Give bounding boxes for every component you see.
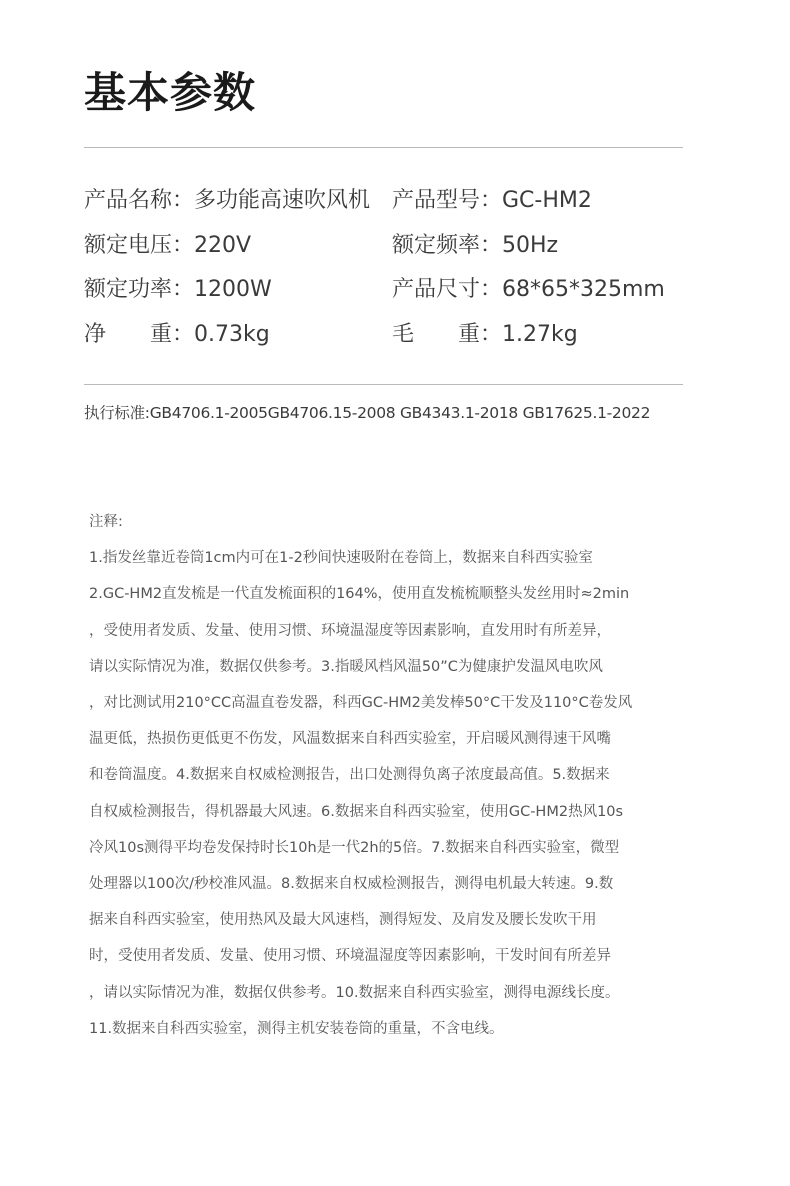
note-line: 和卷筒温度。4.数据来自权威检测报告，出口处测得负离子浓度最高值。5.数据来 [89, 767, 610, 784]
note-line: 2.GC-HM2直发梳是一代直发梳面积的164%，使用直发梳梳顺整头发丝用时≈2min [89, 586, 630, 603]
notes-heading: 注释: [89, 514, 123, 530]
note-line: 请以实际情况为准，数据仅供参考。3.指暖风档风温50”C为健康护发温风电吹风 [89, 658, 603, 675]
execution-standard: 执行标准:GB4706.1-2005GB4706.15-2008 GB4343.1-2018 GB17625.1-2022 [84, 404, 651, 422]
spec-rated-frequency: 额定频率：50Hz [392, 232, 559, 258]
spec-product-size: 产品尺寸：68*65*325mm [392, 277, 665, 303]
note-line: 处理器以100次/秒校准风温。8.数据来自权威检测报告，测得电机最大转速。9.数 [89, 876, 614, 893]
spec-product-name: 产品名称：多功能高速吹风机 [84, 188, 371, 213]
notes-section [89, 504, 685, 1047]
spec-net-weight: 净 重：0.73kg [84, 322, 270, 348]
spec-row [84, 183, 704, 228]
note-line: ，受使用者发质、发量、使用习惯、环境温湿度等因素影响，直发用时有所差异， [89, 622, 611, 639]
spec-row [84, 228, 704, 273]
note-line: ，请以实际情况为准，数据仅供参考。10.数据来自科西实验室，测得电源线长度。 [89, 984, 620, 1001]
note-line: 时，受使用者发质、发量、使用习惯、环境温湿度等因素影响，干发时间有所差异 [89, 948, 611, 965]
note-line: 1.指发丝靠近卷筒1cm内可在1-2秒间快速吸附在卷筒上，数据来自科西实验室 [89, 550, 593, 567]
page-title: 基本参数 [84, 68, 257, 117]
note-line: ，对比测试用210°CC高温直卷发器，科西GC-HM2美发棒50°C干发及110°C卷发风 [89, 695, 633, 712]
note-line: 自权威检测报告，得机器最大风速。6.数据来自科西实验室，使用GC-HM2热风10s [89, 803, 624, 820]
note-line: 温更低，热损伤更低更不伤发，风温数据来自科西实验室，开启暖风测得速干风嘴 [89, 731, 611, 748]
spec-gross-weight: 毛 重：1.27kg [392, 322, 578, 348]
spec-rated-power: 额定功率：1200W [84, 277, 272, 303]
note-line: 11.数据来自科西实验室，测得主机安装卷筒的重量，不含电线。 [89, 1020, 504, 1037]
spec-row [84, 272, 704, 317]
middle-divider [84, 384, 683, 385]
note-line: 据来自科西实验室，使用热风及最大风速档，测得短发、及肩发及腰长发吹干用 [89, 912, 597, 929]
spec-product-model: 产品型号：GC-HM2 [392, 188, 592, 213]
top-divider [84, 147, 683, 148]
note-line: 冷风10s测得平均卷发保持时长10h是一代2h的5倍。7.数据来自科西实验室，微型 [89, 839, 620, 856]
spec-table [84, 183, 704, 362]
spec-row [84, 317, 704, 362]
spec-rated-voltage: 额定电压：220V [84, 232, 252, 258]
